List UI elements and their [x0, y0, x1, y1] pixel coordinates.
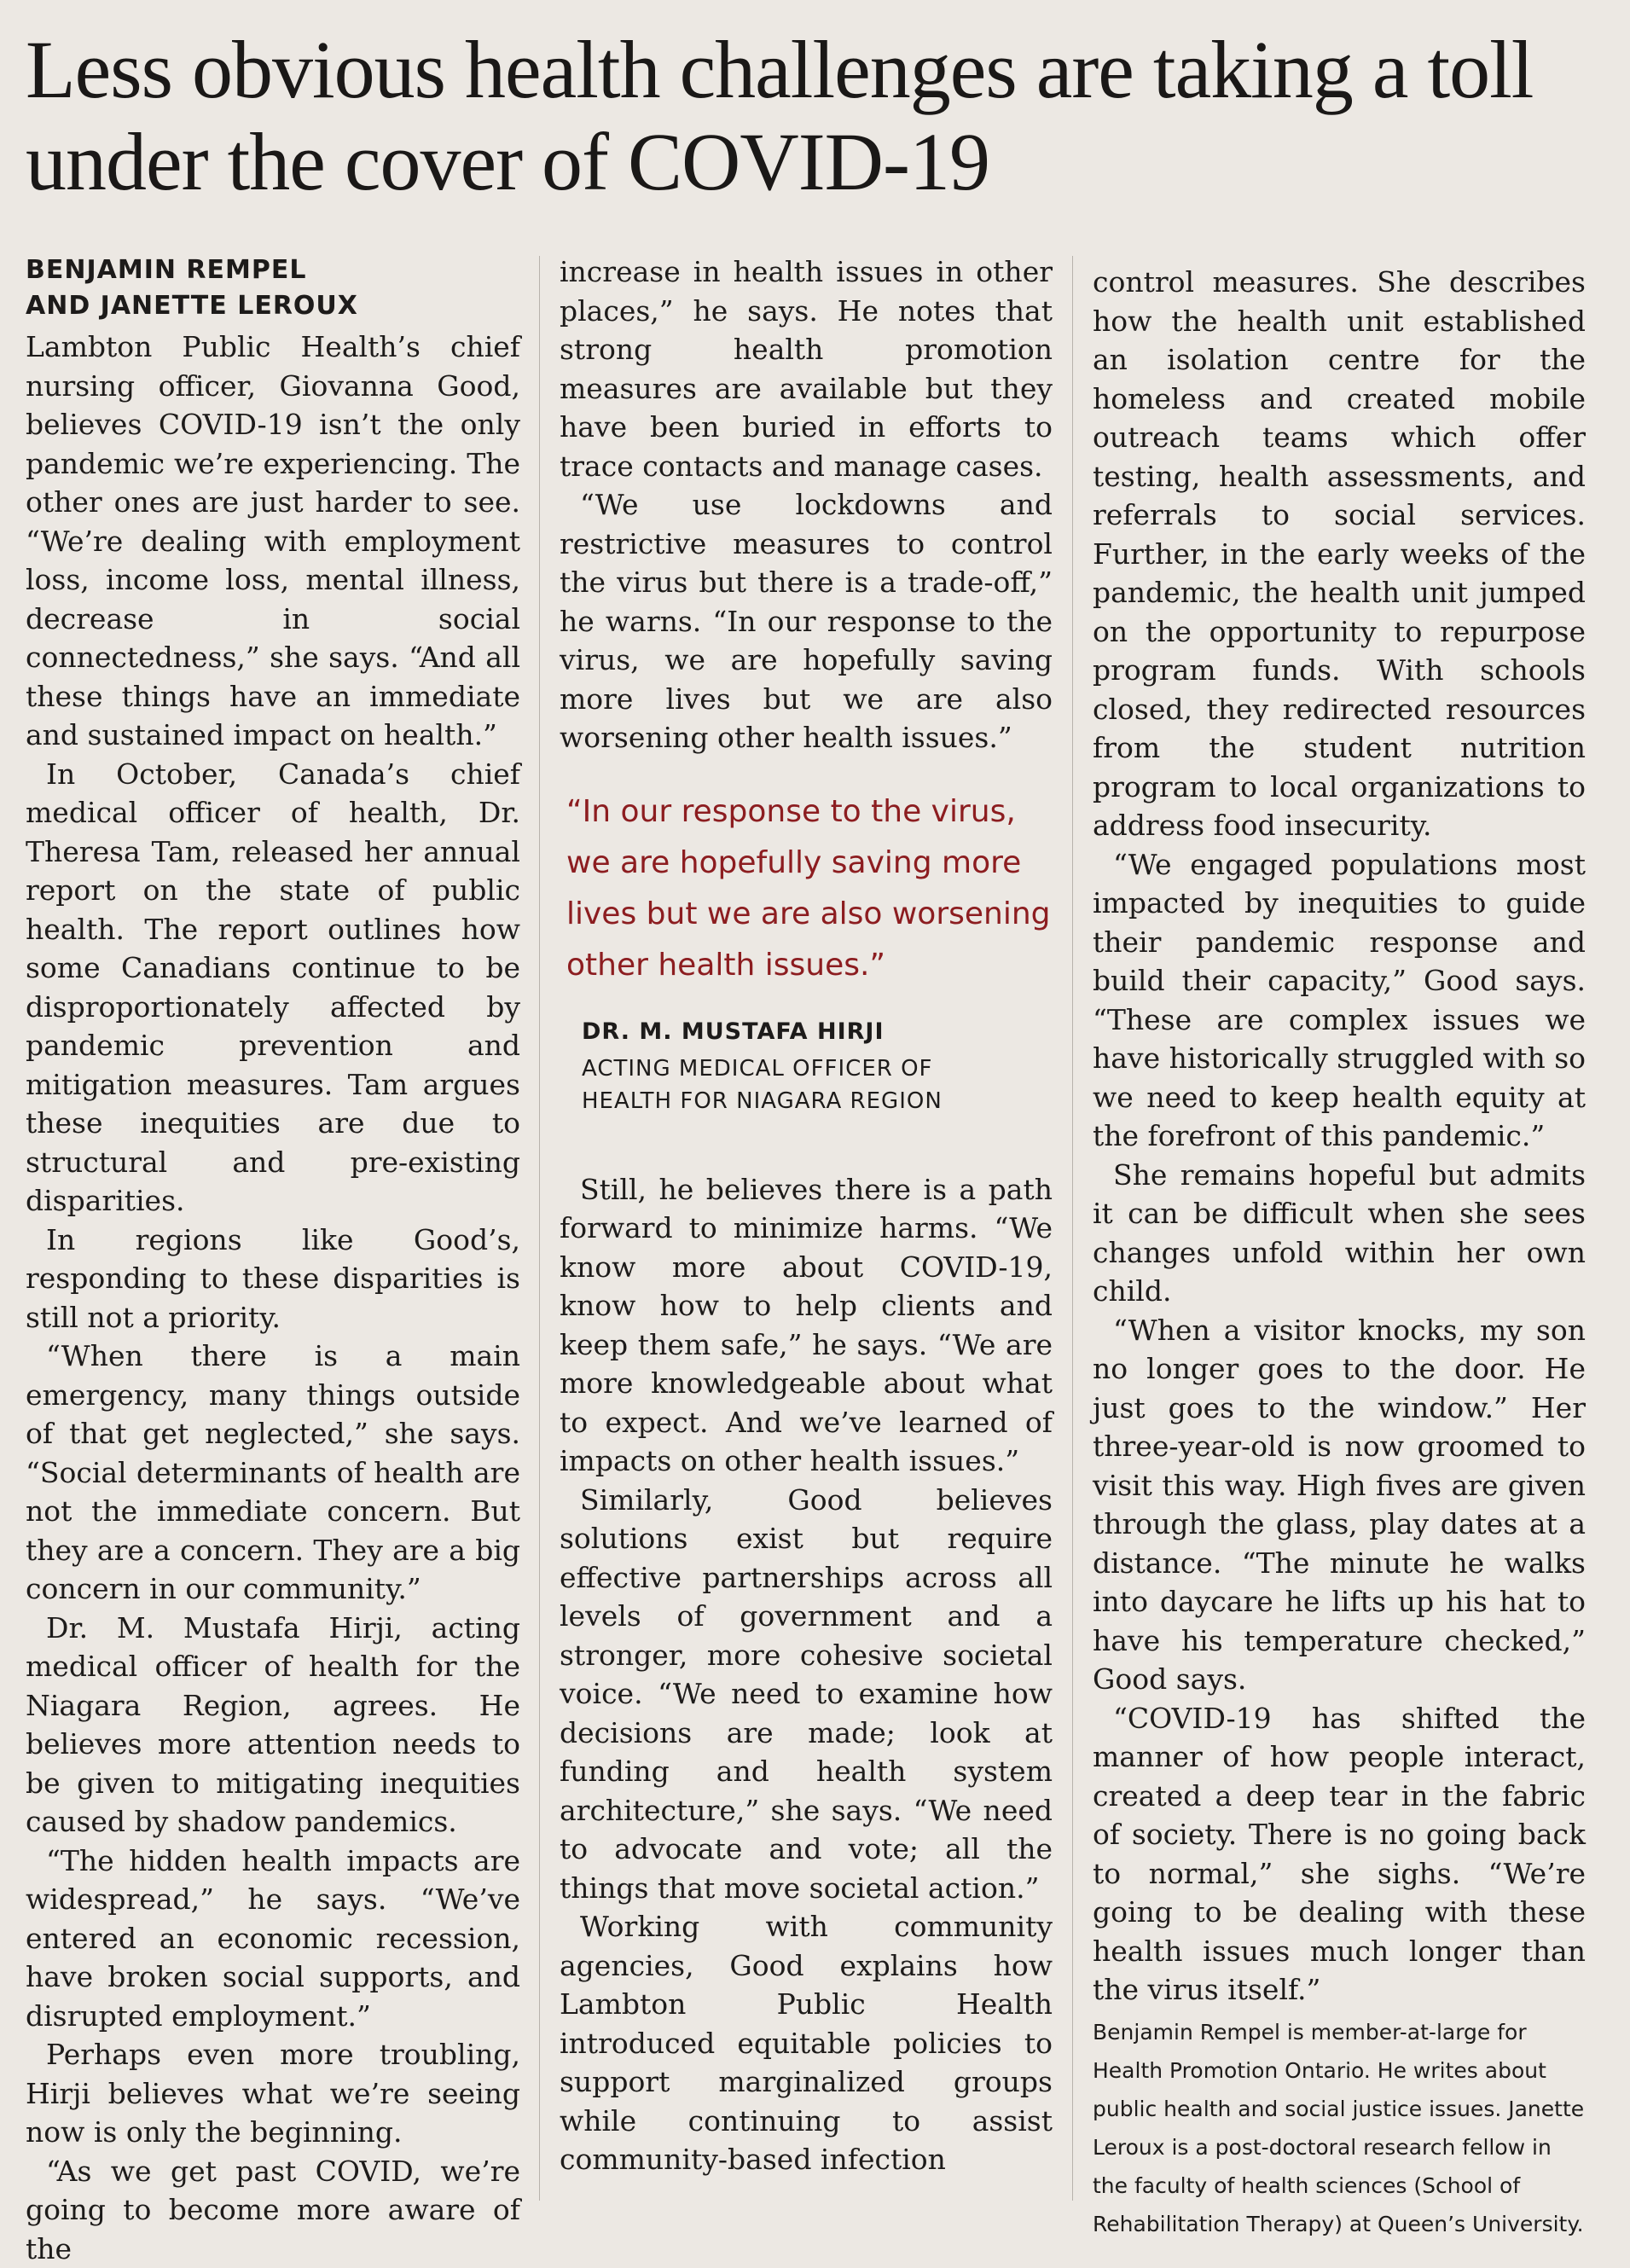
paragraph-continued: control measures. She describes how the health unit established an isolation centre for the homeless and created mobile outreach teams which offer testing, health assessments, and referrals to social services. Further, in the early weeks of the pandemic, the health unit jumped on the opportunity to repurpose program funds. With schools closed, they redirected resources from the student nutrition program to local organizations to address food insecurity.: [1093, 263, 1586, 845]
byline-author-1: BENJAMIN REMPEL: [26, 252, 520, 288]
author-bio: Benjamin Rempel is member-at-large for Health Promotion Ontario. He writes about public health and social justice issues. Janette Leroux is a post-doctoral research fellow in the faculty of health sciences (School of Rehabilitation Therapy) at Queen’s University.: [1093, 2013, 1586, 2243]
pull-quote-attribution-title: [582, 1053, 1053, 1117]
article-column-1: [26, 252, 520, 2223]
pull-quote-title-line: ACTING MEDICAL OFFICER OF: [582, 1053, 1053, 1085]
paragraph: Still, he believes there is a path forward to minimize harms. “We know more about COVID-19, know how to help clients and keep them safe,” he says. “We are more knowledgeable about what to expect. And we’ve learned of impacts on other health issues.”: [560, 1170, 1053, 1481]
headline: Less obvious health challenges are taking a toll under the cover of COVID-19: [26, 24, 1544, 208]
article-column-3: [1093, 263, 1586, 2233]
pull-quote-attribution-name: DR. M. MUSTAFA HIRJI: [582, 1015, 1053, 1049]
paragraph: “The hidden health impacts are widespread,” he says. “We’ve entered an economic recession, have broken social supports, and disrupted employment.”: [26, 1842, 520, 2036]
pull-quote-title-line: HEALTH FOR NIAGARA REGION: [582, 1085, 1053, 1117]
paragraph: Working with community agencies, Good explains how Lambton Public Health introduced equitable policies to support marginalized groups while continuing to assist community-based infection: [560, 1907, 1053, 2179]
column-divider: [1072, 256, 1073, 2201]
paragraph: She remains hopeful but admits it can be difficult when she sees changes unfold within her own child.: [1093, 1156, 1586, 1311]
paragraph: “COVID-19 has shifted the manner of how people interact, created a deep tear in the fabric of society. There is no going back to normal,” she sighs. “We’re going to be dealing with these health issues much longer than the virus itself.”: [1093, 1699, 1586, 2010]
paragraph: Perhaps even more troubling, Hirji believes what we’re seeing now is only the beginning.: [26, 2035, 520, 2152]
paragraph: “We use lockdowns and restrictive measures to control the virus but there is a trade-off,” he warns. “In our response to the virus, we are hopefully saving more lives but we are also worsening other health issues.”: [560, 485, 1053, 757]
paragraph-continued: increase in health issues in other places,” he says. He notes that strong health promotion measures are available but they have been buried in efforts to trace contacts and manage cases.: [560, 252, 1053, 485]
paragraph: “As we get past COVID, we’re going to become more aware of the: [26, 2152, 520, 2268]
paragraph: “When a visitor knocks, my son no longer goes to the door. He just goes to the window.” Her three-year-old is now groomed to visit this way. High fives are given through the glass, play dates at a distance. “The minute he walks into daycare he lifts up his hat to have his temperature checked,” Good says.: [1093, 1311, 1586, 1699]
article-column-2: [560, 252, 1053, 2223]
paragraph: In regions like Good’s, responding to these disparities is still not a priority.: [26, 1221, 520, 1337]
paragraph: “When there is a main emergency, many things outside of that get neglected,” she says. “Social determinants of health are not the immediate concern. But they are a concern. They are a big concern in our community.”: [26, 1337, 520, 1609]
paragraph: Lambton Public Health’s chief nursing officer, Giovanna Good, believes COVID-19 isn’t the only pandemic we’re experiencing. The other ones are just harder to see. “We’re dealing with employment loss, income loss, mental illness, decrease in social connectedness,” she says. “And all these things have an immediate and sustained impact on health.”: [26, 328, 520, 755]
paragraph: Dr. M. Mustafa Hirji, acting medical officer of health for the Niagara Region, agrees. He believes more attention needs to be given to mitigating inequities caused by shadow pandemics.: [26, 1609, 520, 1842]
pull-quote: “In our response to the virus, we are hopefully saving more lives but we are also worsening other health issues.”: [566, 786, 1053, 991]
byline-author-2: AND JANETTE LEROUX: [26, 288, 520, 324]
paragraph: Similarly, Good believes solutions exist but require effective partnerships across all levels of government and a stronger, more cohesive societal voice. “We need to examine how decisions are made; look at funding and health system architecture,” she says. “We need to advocate and vote; all the things that move societal action.”: [560, 1481, 1053, 1908]
column-divider: [539, 256, 540, 2201]
pull-quote-spacer: [560, 1117, 1053, 1170]
paragraph: “We engaged populations most impacted by inequities to guide their pandemic response and build their capacity,” Good says. “These are complex issues we have historically struggled with so we need to keep health equity at the forefront of this pandemic.”: [1093, 845, 1586, 1156]
paragraph: In October, Canada’s chief medical officer of health, Dr. Theresa Tam, released her annual report on the state of public health. The report outlines how some Canadians continue to be disproportionately affected by pandemic prevention and mitigation measures. Tam argues these inequities are due to structural and pre-existing disparities.: [26, 755, 520, 1221]
byline: [26, 252, 520, 324]
